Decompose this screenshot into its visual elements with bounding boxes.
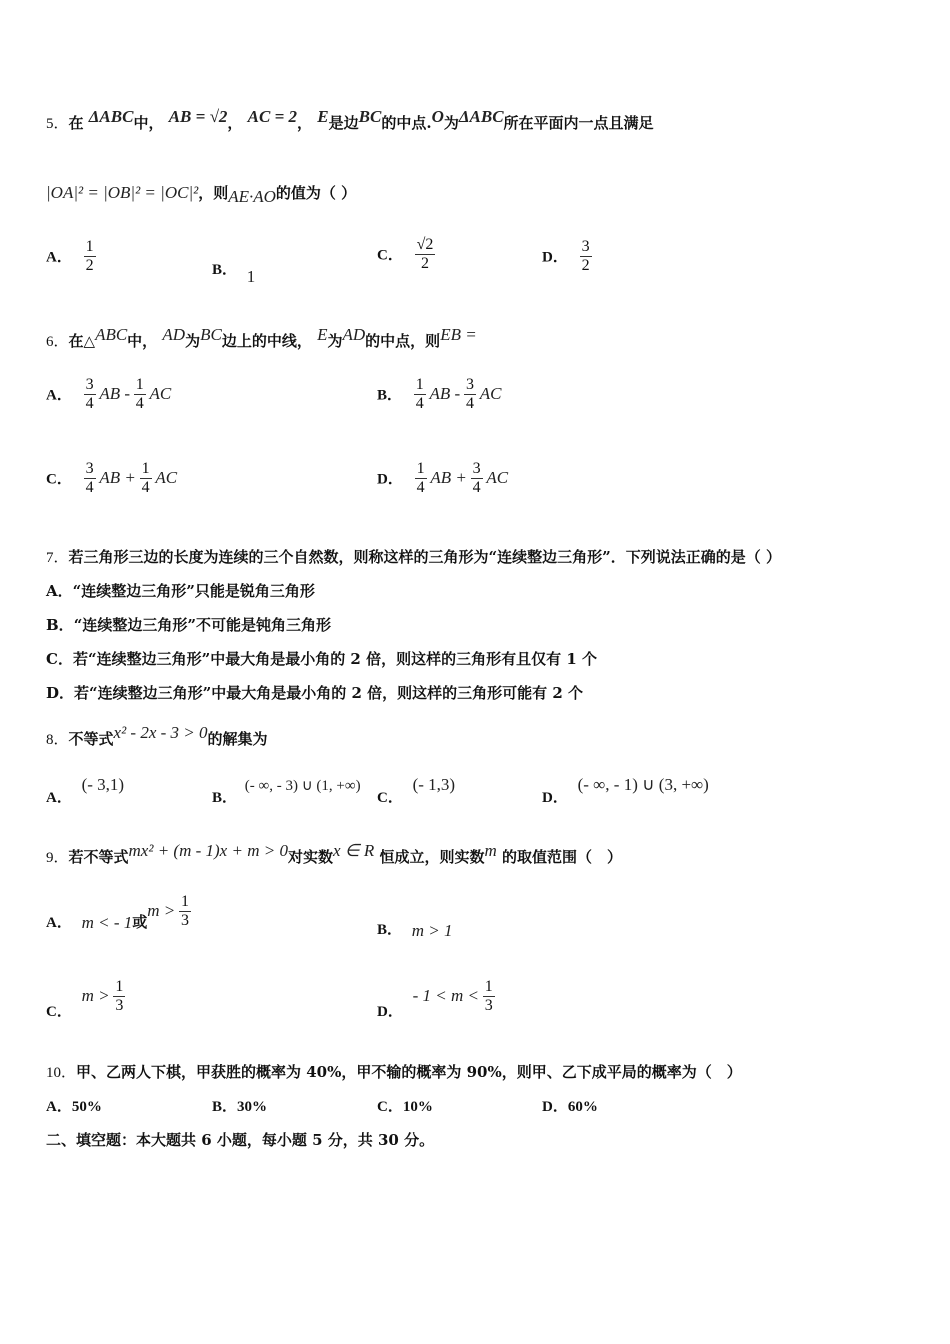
- q7-option-b-label: B．: [46, 616, 74, 634]
- q6-option-c-d1: 4: [85, 478, 94, 496]
- q8-option-a-value: (- 3,1): [81, 775, 125, 794]
- q10-option-b-label: B．: [212, 1099, 238, 1115]
- q8-option-a-label: A．: [46, 790, 72, 806]
- q7-option-c[interactable]: [46, 648, 597, 669]
- q6-option-d-frac-1: [415, 460, 427, 496]
- q10-option-a-value: 50%: [71, 1099, 102, 1115]
- q5-text-9: ，则: [198, 184, 229, 202]
- q6-number: 6．: [46, 334, 69, 350]
- q10-stem: [46, 1061, 742, 1082]
- q5-option-c-numerator: √2: [416, 236, 434, 253]
- q10-option-d[interactable]: [542, 1095, 598, 1116]
- q6-option-c-n1: 3: [85, 460, 94, 477]
- q9-option-a-den: 3: [181, 911, 190, 929]
- q6-option-b-label: B．: [377, 387, 403, 404]
- q6-option-a-tail: AC: [149, 384, 172, 404]
- q6-median-ad-2: AD: [342, 325, 366, 344]
- q8-option-c-value: (- 1,3): [412, 775, 456, 794]
- q5-option-a-fraction: [84, 238, 96, 274]
- q5-ab-value: AB = √2: [168, 107, 228, 126]
- q9-option-d-den: 3: [484, 996, 493, 1014]
- q9-stem: [46, 841, 622, 867]
- q9-text-1: 若不等式: [68, 848, 129, 866]
- q7-option-d[interactable]: [46, 682, 583, 703]
- q6-option-b-d2: 4: [465, 394, 474, 412]
- q8-stem: [46, 723, 268, 749]
- q6-option-a-n1: 3: [85, 376, 94, 393]
- q7-option-d-text: 若“连续整边三角形”中最大角是最小角的 2 倍，则这样的三角形可能有 2 个: [74, 684, 584, 702]
- q8-option-d[interactable]: [542, 775, 709, 807]
- q6-option-a-frac-1: [84, 376, 96, 412]
- q5-option-a-numerator: 1: [85, 238, 94, 255]
- q6-text-6: 的中点，则: [365, 332, 441, 350]
- q8-inequality: x² - 2x - 3 > 0: [113, 723, 208, 742]
- q6-option-d-op: AB +: [430, 468, 467, 488]
- q7-option-a[interactable]: [46, 580, 315, 601]
- q6-option-c-frac-1: [84, 460, 96, 496]
- q9-option-a-label: A．: [46, 914, 72, 931]
- q8-option-a[interactable]: [46, 775, 125, 807]
- q9-option-c-num: 1: [115, 978, 124, 995]
- q8-option-b-value: (- ∞, - 3) ∪ (1, +∞): [244, 778, 361, 794]
- q5-text-8: 所在平面内一点且满足: [503, 114, 654, 132]
- q5-text-7: 为: [443, 114, 459, 132]
- q5-option-c-fraction: [415, 236, 436, 272]
- q5-stem: [46, 107, 654, 133]
- q7-option-c-label: C．: [46, 650, 73, 668]
- q9-variable-m: m: [484, 841, 497, 860]
- q9-option-a-rel: m >: [147, 901, 176, 921]
- q5-option-c[interactable]: [377, 236, 435, 272]
- q9-option-a-num: 1: [181, 893, 190, 910]
- q9-text-3: 恒成立，则实数: [379, 848, 485, 866]
- q8-text-1: 不等式: [68, 730, 114, 748]
- q5-option-a[interactable]: [46, 238, 96, 274]
- q10-option-a-label: A．: [46, 1099, 72, 1115]
- q9-option-d[interactable]: [377, 978, 495, 1020]
- q10-option-c-label: C．: [377, 1099, 403, 1115]
- q5-triangle-abc: ΔABC: [88, 107, 134, 126]
- q7-option-c-text: 若“连续整边三角形”中最大角是最小角的 2 倍，则这样的三角形有且仅有 1 个: [72, 650, 597, 668]
- q6-option-c-op: AB +: [99, 468, 136, 488]
- q5-text-4: ，: [297, 114, 313, 132]
- q9-option-d-fraction: [483, 978, 495, 1014]
- q6-option-b-n1: 1: [415, 376, 424, 393]
- q7-option-b-text: “连续整边三角形”不可能是钝角三角形: [73, 616, 331, 634]
- q5-triangle-abc-2: ΔABC: [458, 107, 504, 126]
- q9-option-d-label: D．: [377, 1003, 403, 1020]
- q6-option-b-n2: 3: [465, 376, 474, 393]
- q10-option-d-value: 60%: [567, 1099, 598, 1115]
- q6-text-1: 在△: [68, 332, 96, 350]
- q5-text-10: 的值为（ ）: [275, 184, 357, 202]
- q10-option-a[interactable]: [46, 1095, 102, 1116]
- q9-option-a-pre: m < - 1: [81, 913, 133, 933]
- q5-point-o: O: [431, 107, 444, 126]
- q10-number: 10．: [46, 1065, 77, 1081]
- q5-option-a-denominator: 2: [85, 256, 94, 274]
- q5-option-d-denominator: 2: [581, 256, 590, 274]
- q6-option-a-n2: 1: [135, 376, 144, 393]
- q6-option-b-frac-2: [464, 376, 476, 412]
- q5-point-e: E: [317, 107, 329, 126]
- q5-option-c-label: C．: [377, 247, 403, 264]
- q5-expression: AE·AO: [228, 187, 276, 206]
- q5-ac-value: AC = 2: [247, 107, 298, 126]
- q6-option-b[interactable]: [377, 376, 501, 412]
- q6-option-c-n2: 1: [141, 460, 150, 477]
- q10-option-c-value: 10%: [402, 1099, 433, 1115]
- q6-option-a-d2: 4: [135, 394, 144, 412]
- q6-text-3: 为: [185, 332, 201, 350]
- q6-option-d[interactable]: [377, 460, 508, 496]
- q6-option-c-tail: AC: [155, 468, 178, 488]
- q5-text-5: 是边: [328, 114, 359, 132]
- q6-text-5: 为: [327, 332, 343, 350]
- q10-option-d-label: D．: [542, 1099, 568, 1115]
- q5-option-b-value: 1: [246, 267, 256, 286]
- q6-option-b-tail: AC: [479, 384, 502, 404]
- q10-stem-text: 甲、乙两人下棋，甲获胜的概率为 40%，甲不输的概率为 90%，则甲、乙下成平局的概率为（ ）: [76, 1063, 742, 1081]
- q6-option-c-d2: 4: [141, 478, 150, 496]
- q6-option-d-d1: 4: [416, 478, 425, 496]
- q6-option-b-frac-1: [414, 376, 426, 412]
- q6-option-d-tail: AC: [486, 468, 509, 488]
- q6-option-d-n1: 1: [416, 460, 425, 477]
- q9-option-a-mid: 或: [132, 914, 148, 931]
- q7-option-a-text: “连续整边三角形”只能是锐角三角形: [72, 582, 315, 600]
- q9-text-2: 对实数: [287, 848, 333, 866]
- q9-option-c-label: C．: [46, 1003, 72, 1020]
- q10-option-c[interactable]: [377, 1095, 433, 1116]
- q6-option-a-label: A．: [46, 387, 72, 404]
- q7-option-b[interactable]: [46, 614, 331, 635]
- q7-number: 7．: [46, 550, 69, 566]
- q8-option-c[interactable]: [377, 775, 456, 807]
- q8-option-d-label: D．: [542, 790, 568, 806]
- q6-side-bc: BC: [200, 325, 222, 344]
- q10-option-b[interactable]: [212, 1095, 267, 1116]
- q5-text-3: ，: [227, 114, 243, 132]
- q10-option-b-value: 30%: [237, 1099, 268, 1115]
- q5-option-a-label: A．: [46, 249, 72, 266]
- q6-option-d-n2: 3: [472, 460, 481, 477]
- q7-option-d-label: D．: [46, 684, 75, 702]
- q6-option-c-frac-2: [140, 460, 152, 496]
- q9-option-c-fraction: [113, 978, 125, 1014]
- q8-option-d-value: (- ∞, - 1) ∪ (3, +∞): [577, 775, 709, 794]
- q6-option-c[interactable]: [46, 460, 177, 496]
- q6-option-a-frac-2: [134, 376, 146, 412]
- q5-option-c-denominator: 2: [420, 254, 429, 272]
- q9-option-c-den: 3: [115, 996, 124, 1014]
- q5-option-d[interactable]: [542, 238, 592, 274]
- q9-option-c[interactable]: [46, 978, 125, 1020]
- q6-median-ad: AD: [162, 325, 186, 344]
- q9-option-a-fraction: [179, 893, 191, 929]
- q6-vector-eb: EB =: [440, 325, 477, 344]
- q9-option-a[interactable]: [46, 893, 191, 933]
- q6-option-c-label: C．: [46, 471, 72, 488]
- q8-option-c-label: C．: [377, 790, 403, 806]
- q6-text-4: 边上的中线，: [221, 332, 312, 350]
- q5-text-1: 在: [68, 114, 84, 132]
- q9-domain: x ∈ R: [332, 841, 375, 860]
- q5-text-2: 中，: [133, 114, 164, 132]
- q6-option-d-label: D．: [377, 471, 403, 488]
- q6-text-2: 中，: [127, 332, 158, 350]
- q7-stem-text: 若三角形三边的长度为连续的三个自然数，则称这样的三角形为“连续整边三角形”．下列说法正确的是（ ）: [68, 548, 781, 566]
- q9-text-4: 的取值范围（ ）: [501, 848, 622, 866]
- q5-condition-line: [46, 182, 357, 206]
- q9-option-c-rel: m >: [81, 986, 110, 1006]
- q5-option-d-fraction: [580, 238, 592, 274]
- q9-option-b-pre: m > 1: [411, 921, 453, 940]
- q5-text-6: 的中点.: [381, 114, 432, 132]
- q5-option-d-numerator: 3: [581, 238, 590, 255]
- q5-option-b-label: B．: [212, 262, 238, 278]
- section-2-heading: 二、填空题：本大题共 6 小题，每小题 5 分，共 30 分。: [46, 1131, 435, 1149]
- q6-option-a-d1: 4: [85, 394, 94, 412]
- q5-side-bc: BC: [358, 107, 382, 126]
- q9-option-b[interactable]: [377, 918, 453, 939]
- q7-stem: [46, 546, 781, 567]
- q6-option-a[interactable]: [46, 376, 171, 412]
- q9-inequality: mx² + (m - 1)x + m > 0: [128, 841, 288, 860]
- q9-number: 9．: [46, 850, 69, 866]
- q6-option-b-d1: 4: [415, 394, 424, 412]
- q9-option-d-num: 1: [484, 978, 493, 995]
- q6-triangle: ABC: [95, 325, 128, 344]
- q6-option-a-op: AB -: [99, 384, 131, 404]
- q8-text-2: 的解集为: [207, 730, 268, 748]
- q8-option-b[interactable]: [212, 778, 361, 807]
- q8-number: 8．: [46, 732, 69, 748]
- q7-option-a-label: A．: [46, 582, 73, 600]
- q6-option-d-d2: 4: [472, 478, 481, 496]
- q6-option-b-op: AB -: [429, 384, 461, 404]
- q5-condition: |OA|² = |OB|² = |OC|²: [46, 183, 199, 202]
- q6-point-e: E: [317, 325, 328, 344]
- q6-option-d-frac-2: [471, 460, 483, 496]
- q9-option-d-rel: - 1 < m <: [412, 986, 479, 1006]
- q5-option-d-label: D．: [542, 249, 568, 266]
- q8-option-b-label: B．: [212, 790, 238, 806]
- q5-option-b[interactable]: [212, 258, 256, 286]
- q9-option-b-label: B．: [377, 922, 403, 938]
- q5-number: 5．: [46, 116, 69, 132]
- q6-stem: [46, 325, 477, 351]
